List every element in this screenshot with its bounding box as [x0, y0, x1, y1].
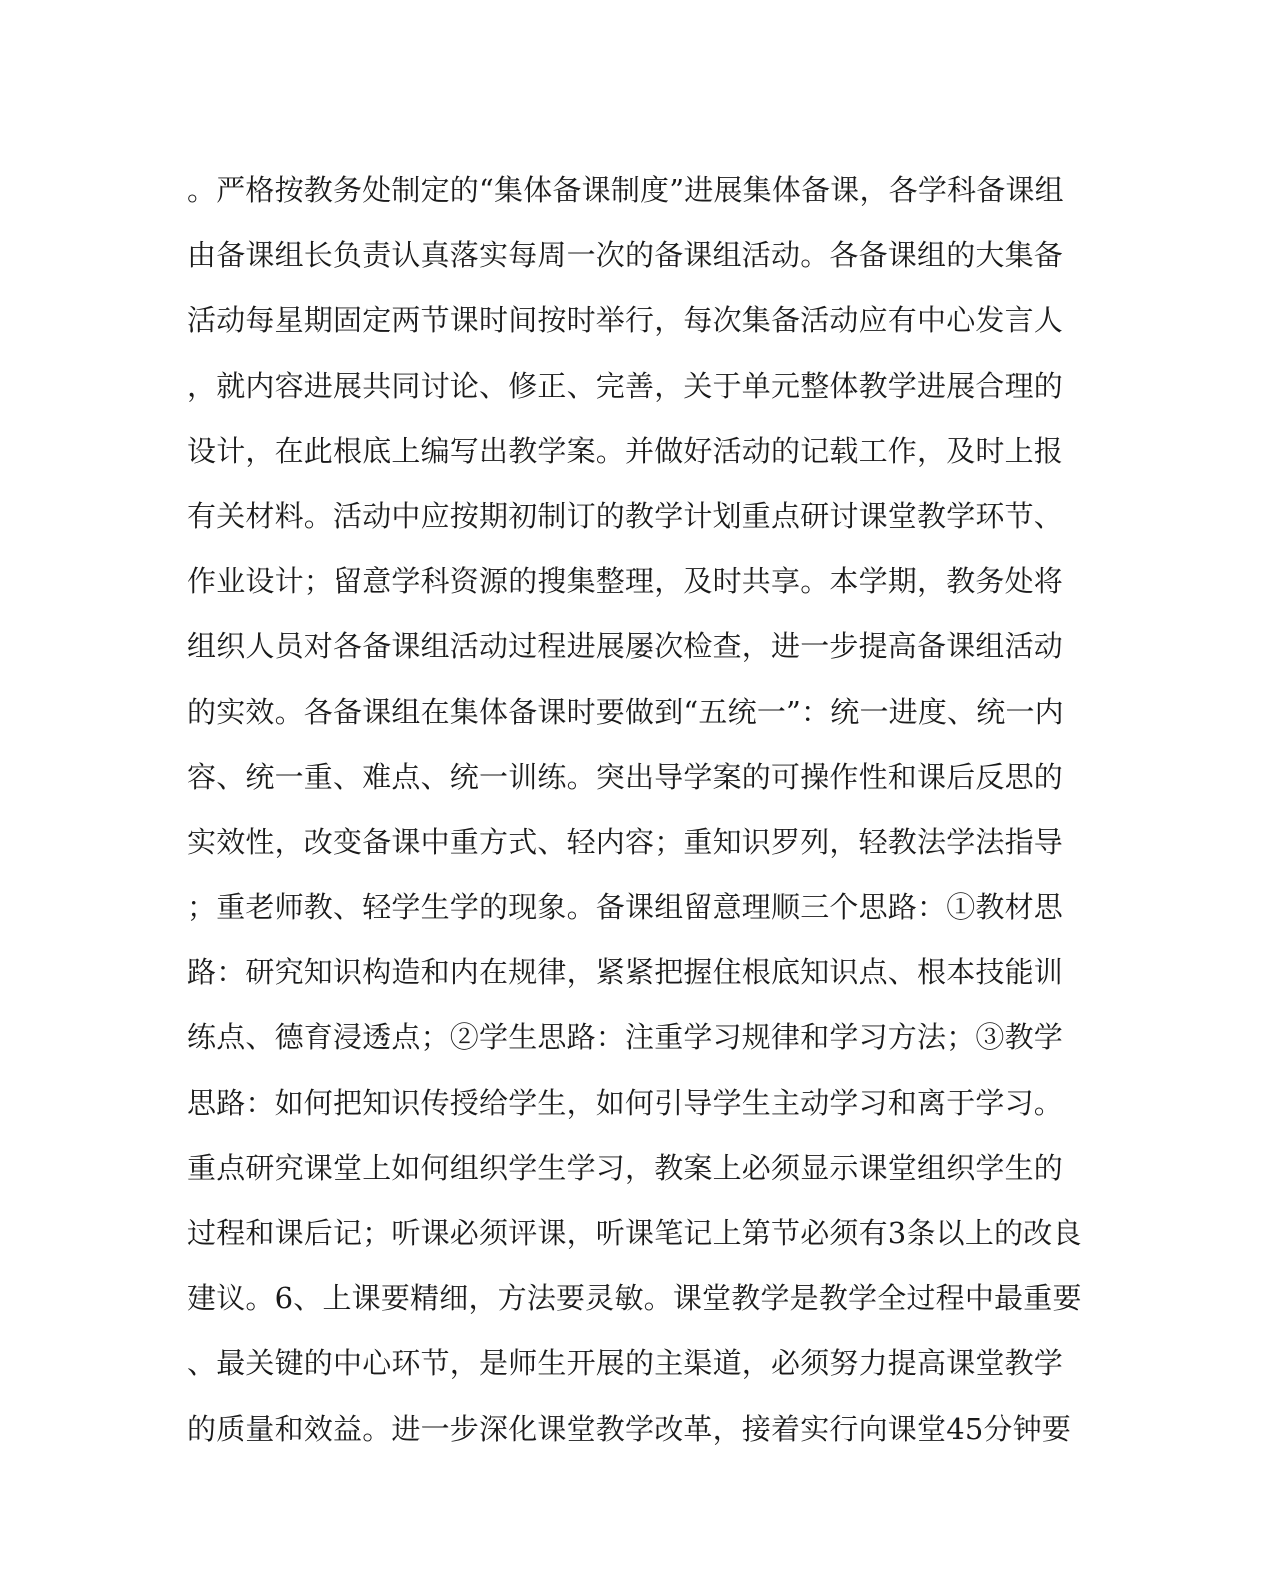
body-text	[187, 158, 1087, 1462]
text-line: 路：研究知识构造和内在规律，紧紧把握住根底知识点、根本技能训	[187, 955, 1064, 990]
text-line: ；重老师教、轻学生学的现象。备课组留意理顺三个思路：①教材思	[187, 890, 1064, 925]
text-line: 容、统一重、难点、统一训练。突出导学案的可操作性和课后反思的	[187, 759, 1064, 794]
text-line: 活动每星期固定两节课时间按时举行，每次集备活动应有中心发言人	[187, 303, 1064, 338]
text-line: 的实效。各备课组在集体备课时要做到“五统一”：统一进度、统一内	[187, 694, 1064, 729]
text-line: ，就内容进展共同讨论、修正、完善，关于单元整体教学进展合理的	[187, 368, 1064, 403]
text-line: 建议。6、上课要精细，方法要灵敏。课堂教学是教学全过程中最重要	[187, 1281, 1082, 1316]
text-line: 。严格按教务处制定的“集体备课制度”进展集体备课，各学科备课组	[187, 173, 1064, 207]
text-line: 的质量和效益。进一步深化课堂教学改革，接着实行向课堂45分钟要	[187, 1411, 1072, 1446]
text-line: 作业设计；留意学科资源的搜集整理，及时共享。本学期，教务处将	[187, 564, 1064, 599]
text-line: 、最关键的中心环节，是师生开展的主渠道，必须努力提高课堂教学	[187, 1346, 1064, 1381]
text-line: 组织人员对各备课组活动过程进展屡次检查，进一步提高备课组活动	[187, 629, 1064, 664]
text-line: 实效性，改变备课中重方式、轻内容；重知识罗列，轻教法学法指导	[187, 824, 1064, 859]
text-line: 设计，在此根底上编写出教学案。并做好活动的记载工作，及时上报	[187, 433, 1064, 468]
text-line: 练点、德育浸透点；②学生思路：注重学习规律和学习方法；③教学	[187, 1020, 1064, 1055]
text-line: 过程和课后记；听课必须评课，听课笔记上第节必须有3条以上的改良	[187, 1216, 1082, 1250]
text-line: 由备课组长负责认真落实每周一次的备课组活动。各备课组的大集备	[187, 238, 1064, 273]
text-line: 重点研究课堂上如何组织学生学习，教案上必须显示课堂组织学生的	[187, 1150, 1064, 1185]
text-line: 思路：如何把知识传授给学生，如何引导学生主动学习和离于学习。	[187, 1085, 1064, 1120]
text-line: 有关材料。活动中应按期初制订的教学计划重点研讨课堂教学环节、	[187, 498, 1064, 533]
